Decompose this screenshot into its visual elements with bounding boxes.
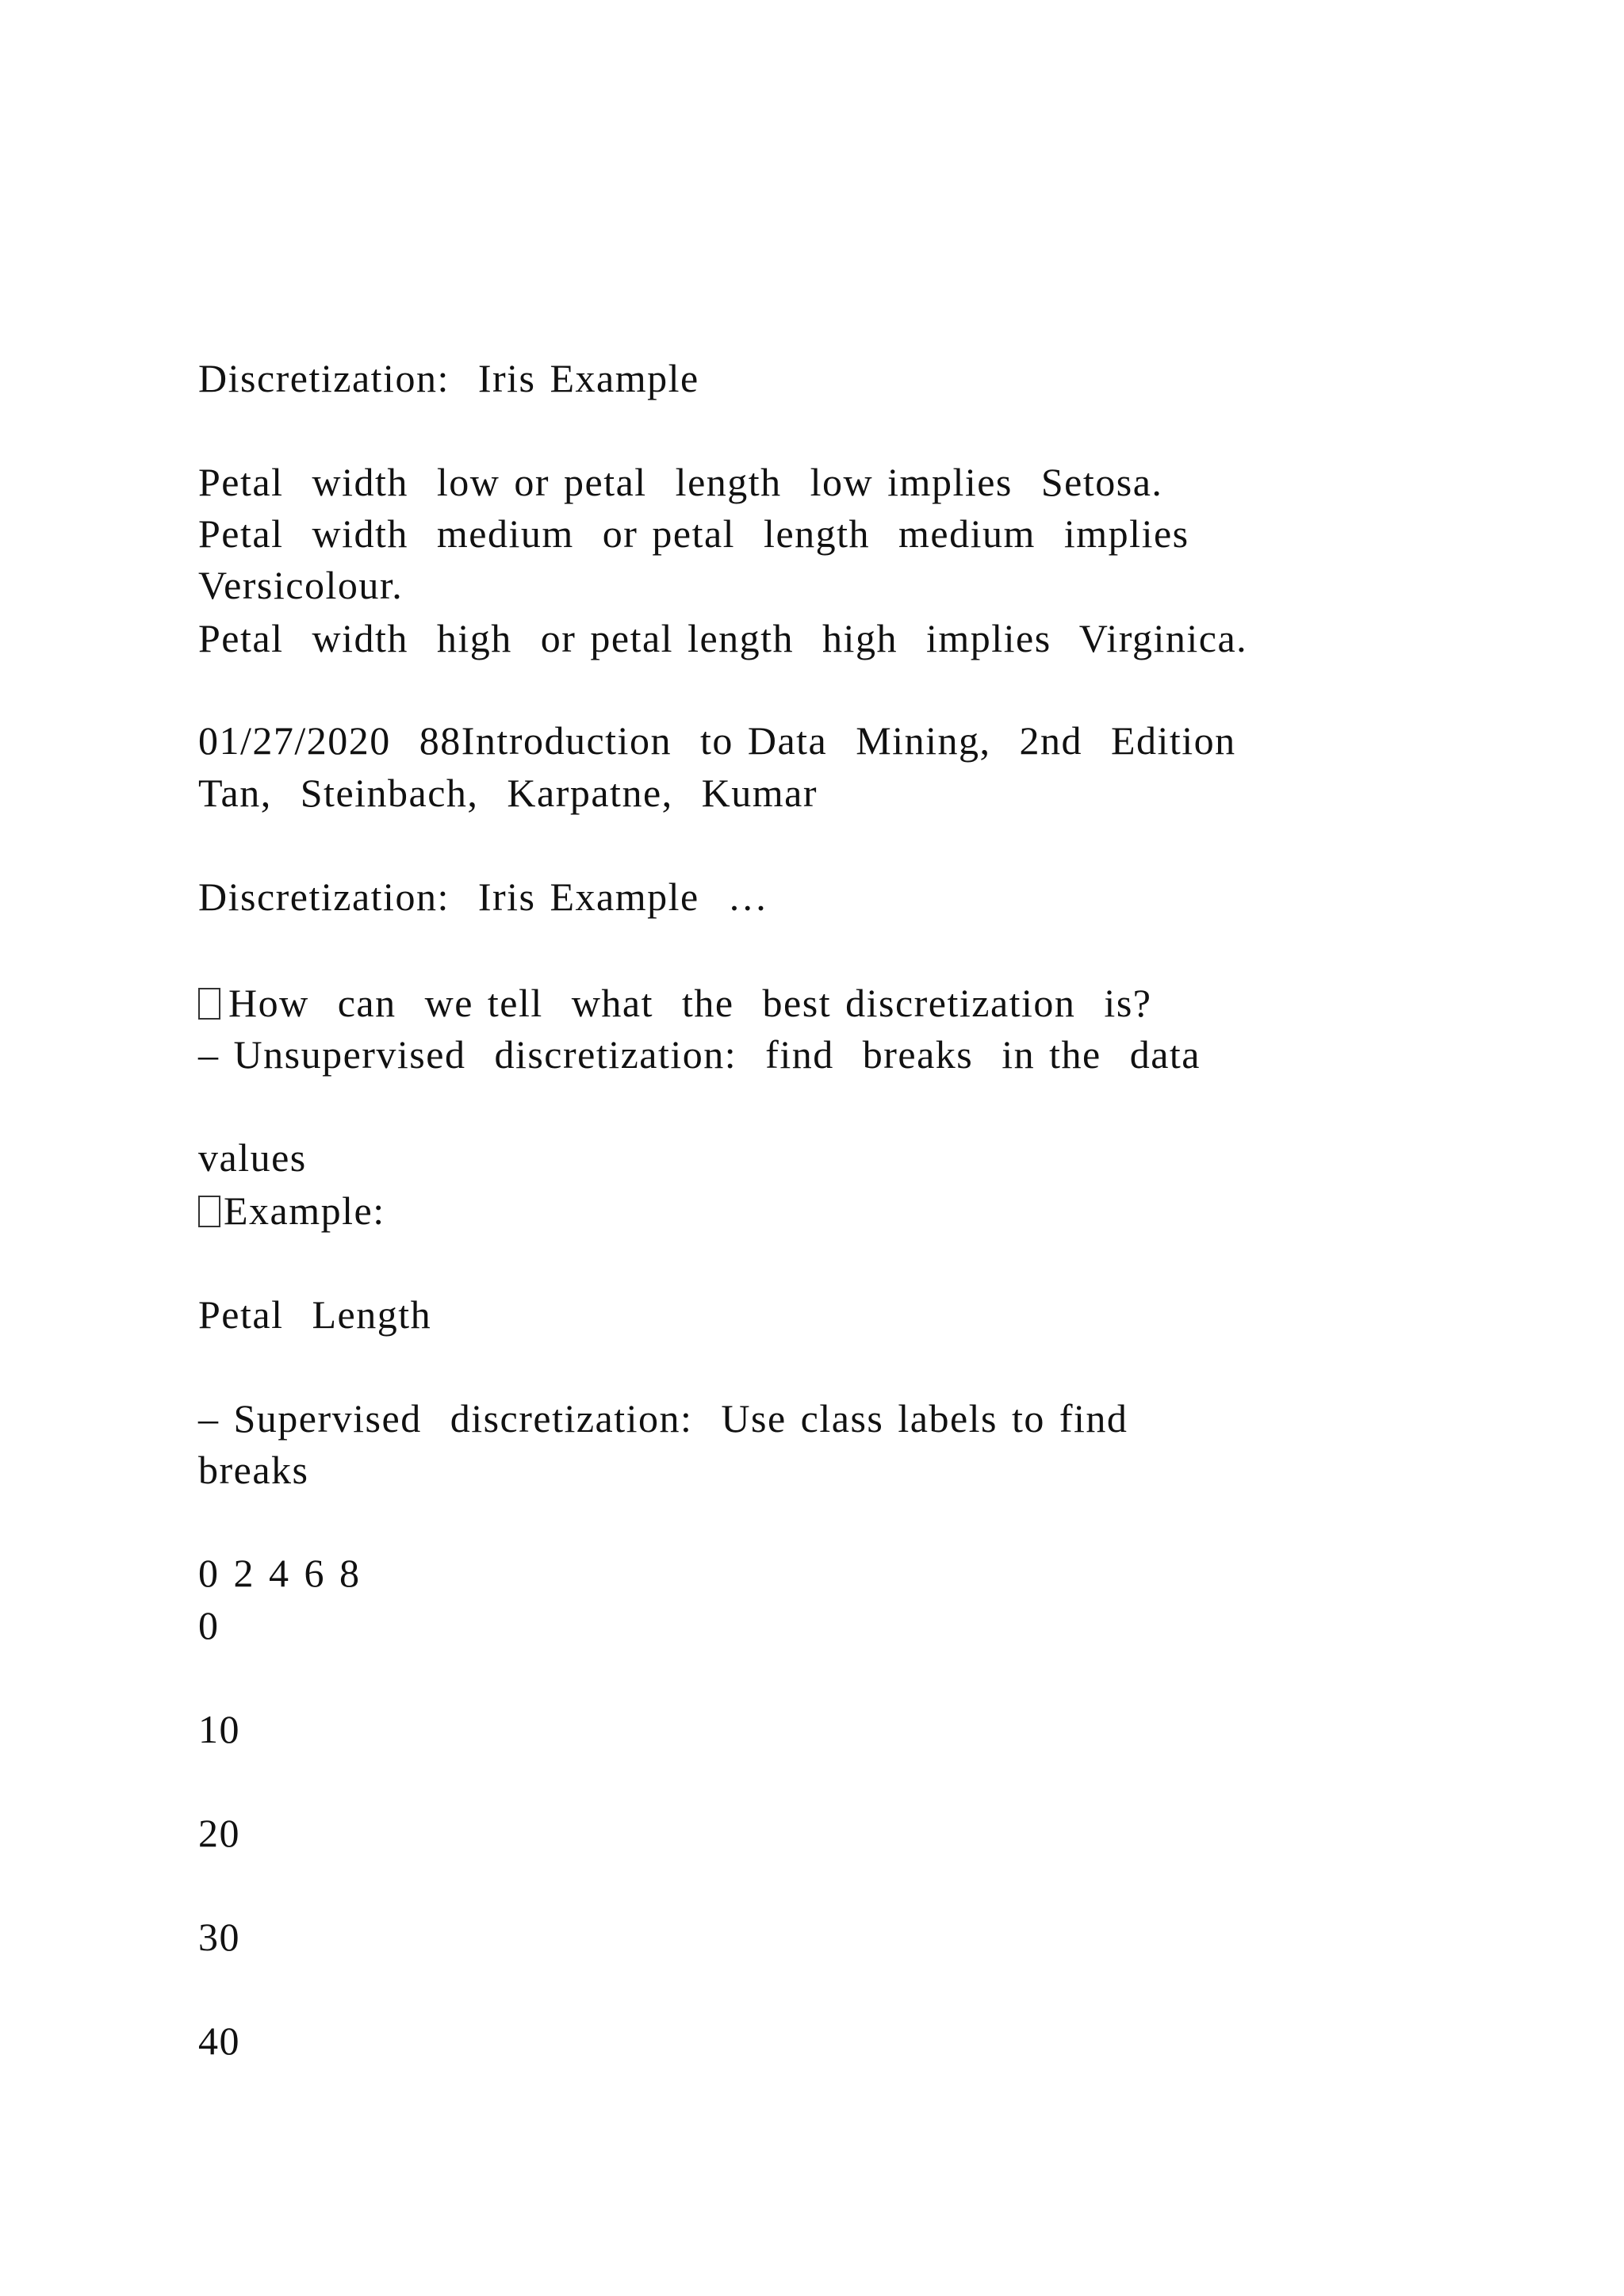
y-tick-20: 20	[198, 1811, 240, 1855]
y-tick-10: 10	[198, 1707, 240, 1751]
question-line	[198, 979, 1151, 1027]
y-tick-0: 0	[198, 1603, 220, 1647]
question-text: How can we tell what the best discretization is?	[228, 981, 1152, 1025]
y-tick-30: 30	[198, 1915, 240, 1959]
rule-versicolour-part2: Versicolour.	[198, 563, 404, 607]
rule-setosa: Petal width low or petal length low implies Setosa.	[198, 460, 1163, 504]
missing-glyph-box-icon	[198, 1196, 220, 1227]
unsupervised-line2: values	[198, 1135, 307, 1180]
slide2-title: Discretization: Iris Example …	[198, 874, 769, 919]
footer-authors: Tan, Steinbach, Karpatne, Kumar	[198, 771, 818, 815]
unsupervised-line1: – Unsupervised discretization: find breaks in the data	[198, 1032, 1201, 1077]
slide1-title: Discretization: Iris Example	[198, 356, 699, 400]
rule-versicolour-part1: Petal width medium or petal length medium implies	[198, 511, 1189, 556]
petal-length-label: Petal Length	[198, 1292, 432, 1337]
x-axis-ticks: 0 2 4 6 8	[198, 1551, 361, 1595]
example-line	[198, 1187, 385, 1234]
example-label: Example:	[224, 1188, 385, 1233]
missing-glyph-box-icon	[198, 988, 220, 1020]
y-tick-40: 40	[198, 2019, 240, 2063]
rule-virginica: Petal width high or petal length high implies Virginica.	[198, 616, 1248, 660]
supervised-line2: breaks	[198, 1448, 309, 1492]
footer-date-book: 01/27/2020 88Introduction to Data Mining, 2nd Edition	[198, 718, 1236, 763]
supervised-line1: – Supervised discretization: Use class labels to find	[198, 1396, 1128, 1441]
